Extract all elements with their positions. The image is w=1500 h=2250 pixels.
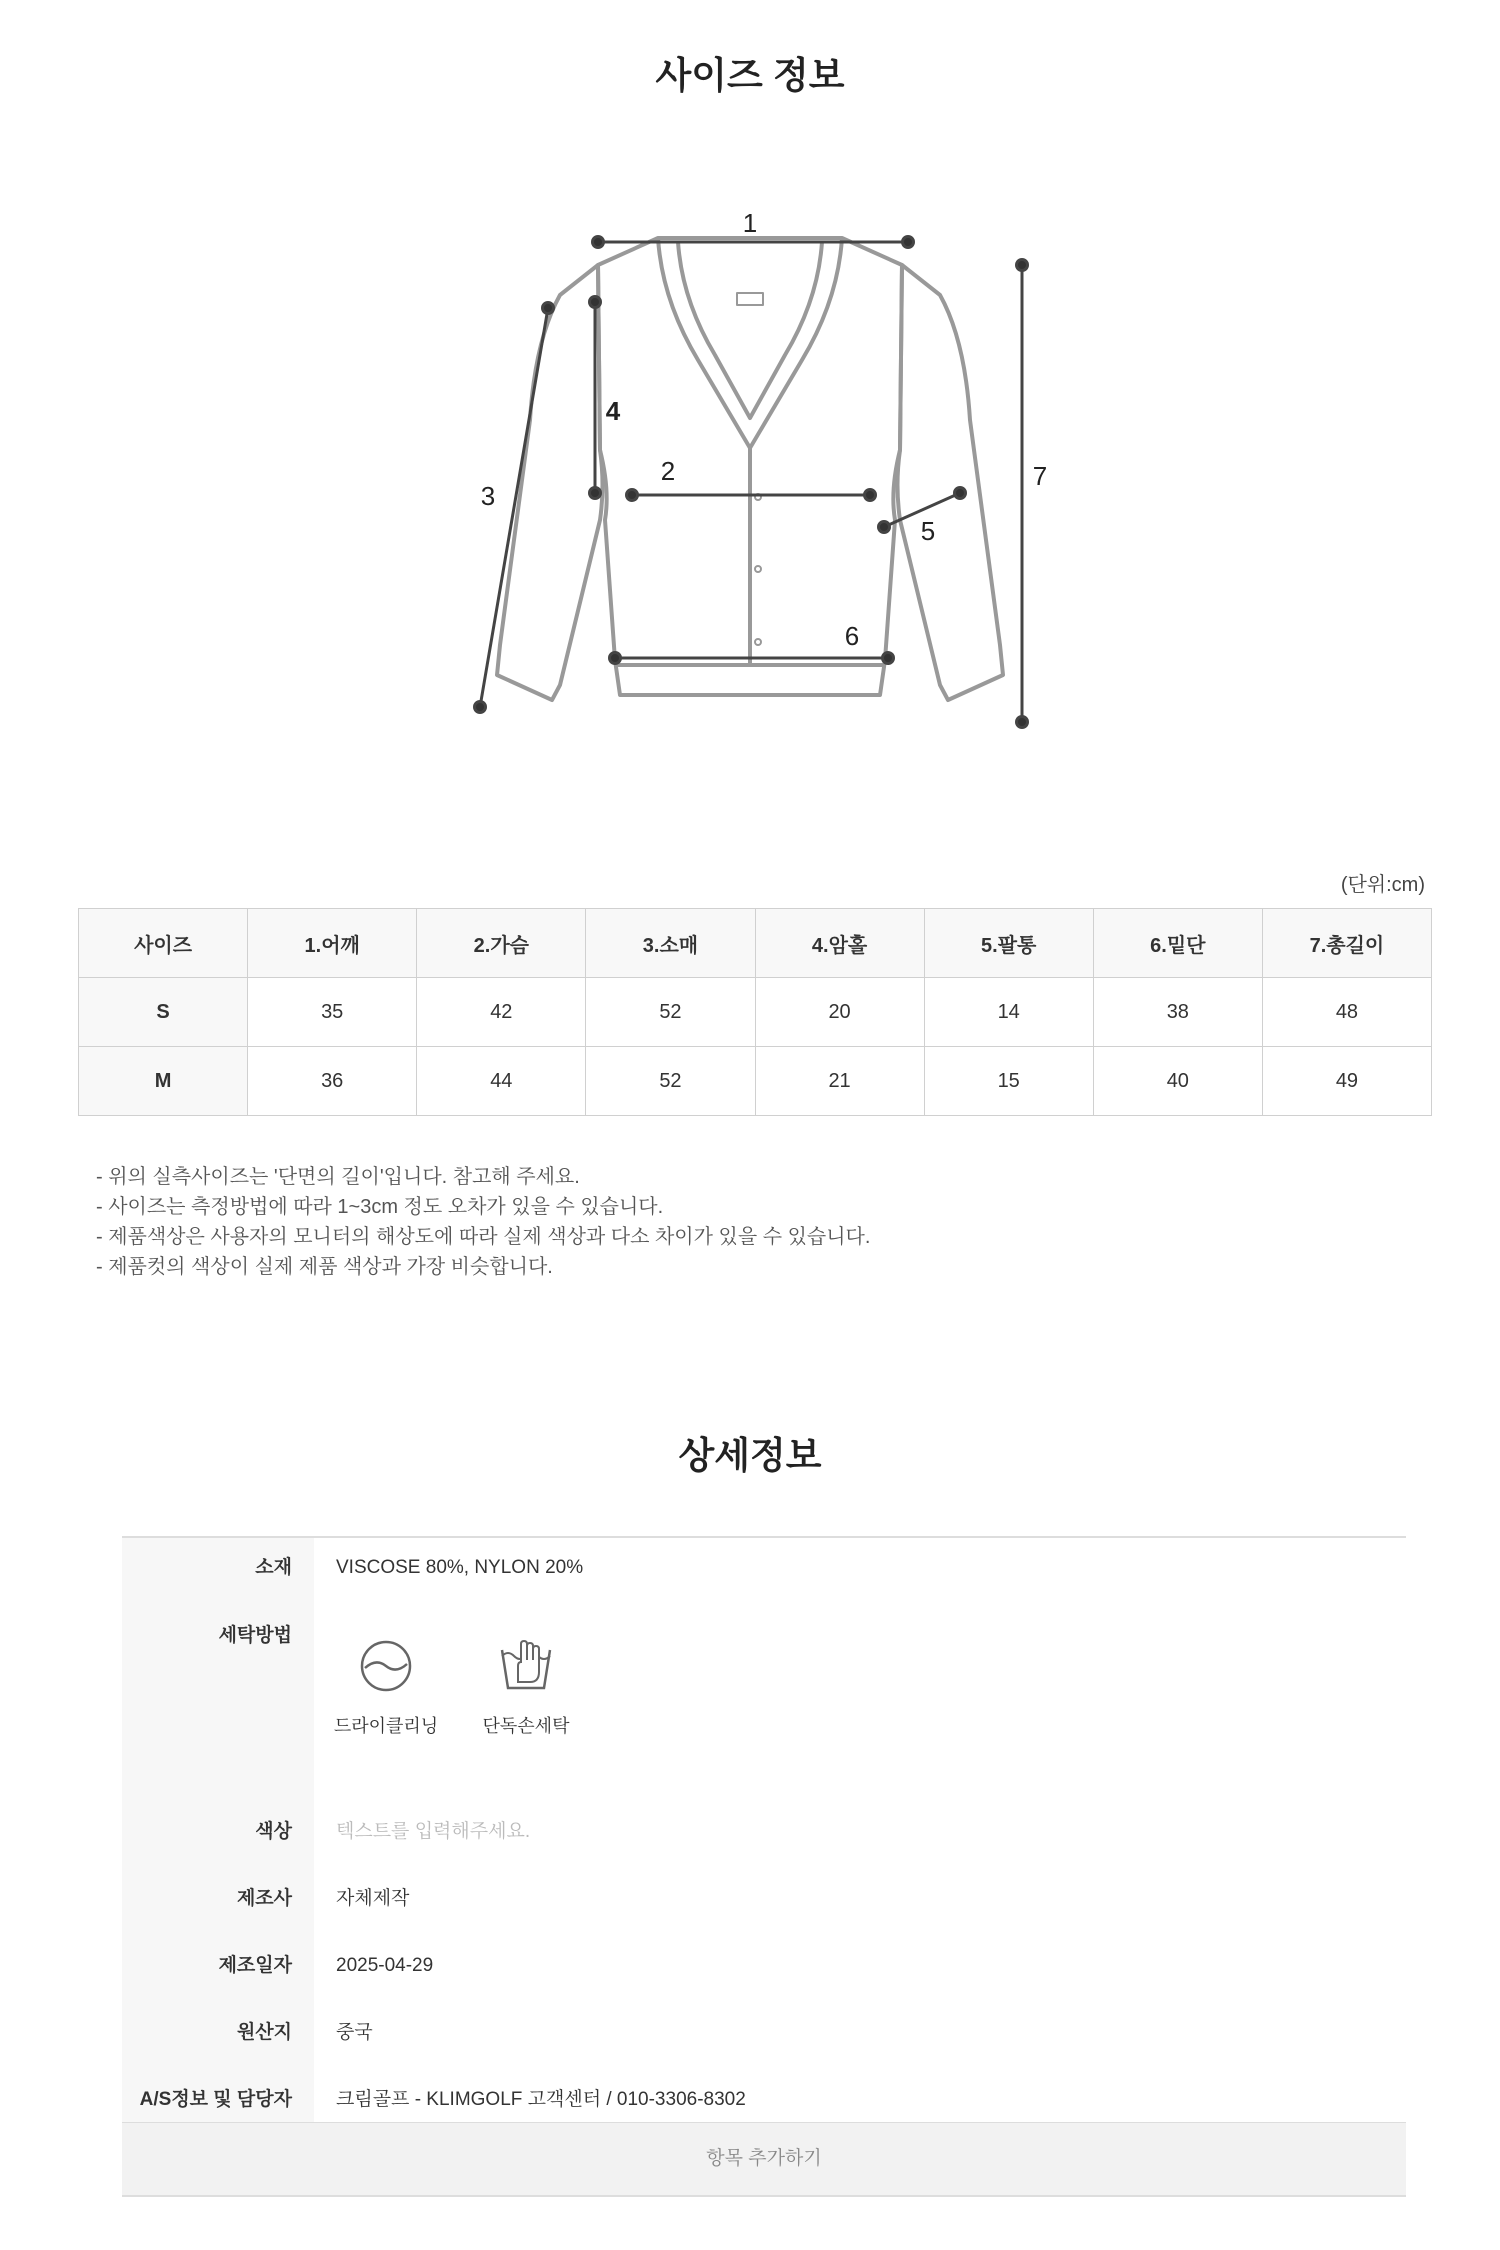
color-label: 색상 [122,1798,314,1865]
origin-row [122,1999,1406,2066]
note-item: - 제품색상은 사용자의 모니터의 해상도에 따라 실제 색상과 다소 차이가 있을 수 있습니다. [96,1226,871,1248]
size-info-title: 사이즈 정보 [655,55,845,96]
dry-cleaning-icon [356,1636,416,1696]
dry-cleaning-item [333,1636,439,1738]
header-total-length: 7.총길이 [1262,909,1431,978]
origin-value: 중국 [336,2022,373,2043]
table-cell: 15 [924,1047,1093,1116]
header-hem: 6.밑단 [1093,909,1262,978]
table-cell: 52 [586,978,755,1047]
table-cell: 40 [1093,1047,1262,1116]
table-cell: 35 [248,978,417,1047]
material-value: VISCOSE 80%, NYLON 20% [336,1557,584,1578]
cardigan-measurement-diagram [440,190,1060,750]
as-info-label: A/S정보 및 담당자 [122,2066,314,2133]
table-cell: 44 [417,1047,586,1116]
washing-value [314,1598,1406,1798]
washing-row [122,1598,1406,1798]
table-row [79,1047,1432,1116]
measure-label-5: 5 [920,516,936,546]
size-table-header-row [79,909,1432,978]
note-item: - 사이즈는 측정방법에 따라 1~3cm 정도 오차가 있을 수 있습니다. [96,1196,664,1218]
material-label: 소재 [122,1538,314,1598]
table-cell: 21 [755,1047,924,1116]
hand-wash-icon [496,1636,556,1696]
size-table [78,908,1432,1116]
header-armhole: 4.암홀 [755,909,924,978]
maker-row [122,1865,1406,1932]
date-value: 2025-04-29 [336,1955,434,1976]
header-arm-width: 5.팔통 [924,909,1093,978]
table-cell: 20 [755,978,924,1047]
dry-cleaning-label: 드라이클리닝 [333,1716,439,1736]
measure-label-3: 3 [480,481,496,511]
table-cell: 49 [1262,1047,1431,1116]
cardigan-outline [497,238,1003,700]
size-cell: S [79,978,248,1047]
size-cell: M [79,1047,248,1116]
hand-wash-label: 단독손세탁 [482,1716,570,1736]
table-cell: 48 [1262,978,1431,1047]
add-item-button[interactable]: 항목 추가하기 [122,2122,1406,2197]
color-value: 텍스트를 입력해주세요. [336,1821,531,1842]
header-size: 사이즈 [79,909,248,978]
table-cell: 14 [924,978,1093,1047]
maker-value: 자체제작 [336,1888,410,1909]
measure-label-2: 2 [660,456,676,486]
measure-label-4: 4 [605,396,621,426]
measure-label-7: 7 [1032,461,1048,491]
detail-table [122,1536,1406,2133]
date-label: 제조일자 [122,1932,314,1999]
color-row [122,1798,1406,1865]
material-row [122,1538,1406,1598]
origin-label: 원산지 [122,1999,314,2066]
header-chest: 2.가슴 [417,909,586,978]
detail-info-title: 상세정보 [678,1435,822,1476]
table-cell: 36 [248,1047,417,1116]
size-notes [96,1162,870,1282]
washing-label: 세탁방법 [122,1598,314,1798]
table-cell: 52 [586,1047,755,1116]
note-item: - 위의 실측사이즈는 '단면의 길이'입니다. 참고해 주세요. [96,1166,580,1188]
table-cell: 38 [1093,978,1262,1047]
as-info-value: 크림골프 - KLIMGOLF 고객센터 / 010-3306-8302 [336,2089,746,2110]
maker-label: 제조사 [122,1865,314,1932]
note-item: - 제품컷의 색상이 실제 제품 색상과 가장 비슷합니다. [96,1256,553,1278]
unit-label: (단위:cm) [1340,874,1425,896]
cardigan-buttons [755,494,761,645]
date-row [122,1932,1406,1999]
header-sleeve: 3.소매 [586,909,755,978]
header-shoulder: 1.어깨 [248,909,417,978]
table-cell: 42 [417,978,586,1047]
measure-label-6: 6 [844,621,860,651]
table-row [79,978,1432,1047]
hand-wash-item [476,1636,576,1738]
measure-label-1: 1 [742,208,758,238]
